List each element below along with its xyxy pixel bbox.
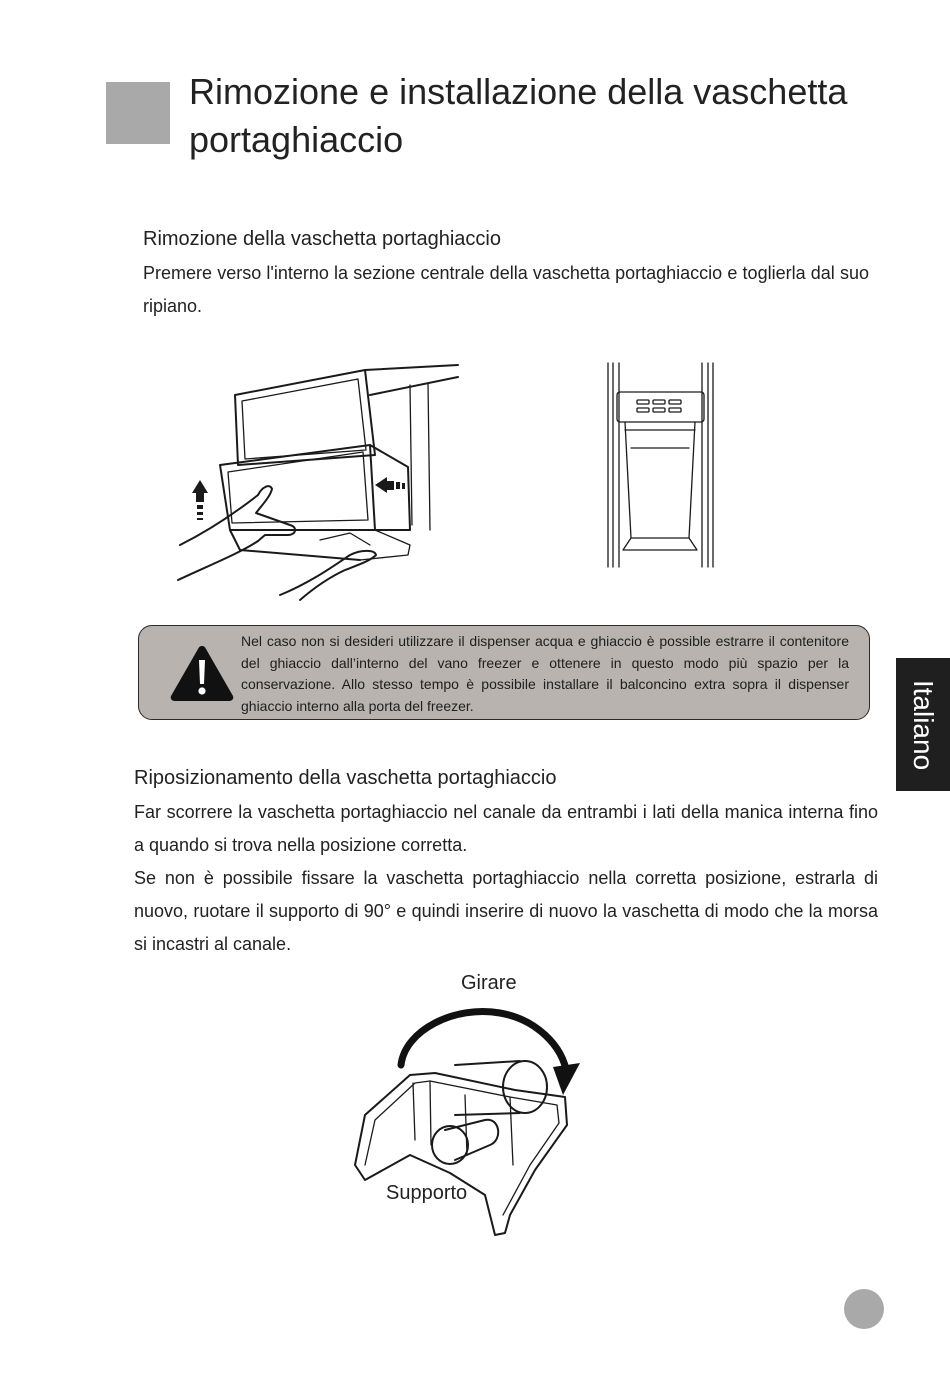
reposition-heading: Riposizionamento della vaschetta portaghiaccio	[134, 767, 557, 789]
reposition-paragraph-2: Se non è possibile fissare la vaschetta portaghiaccio nella corretta posizione, estrarla di nuovo, ruotare il supporto di 90° e quindi inserire di nuovo la vaschetta di modo che la morsa si incastri al canale.	[134, 868, 878, 954]
warning-note	[138, 625, 870, 720]
title-marker	[106, 82, 170, 144]
language-tab	[896, 658, 950, 791]
rotate-label: Girare	[461, 972, 517, 994]
page-number-dot	[844, 1289, 884, 1329]
language-label: Italiano	[908, 679, 939, 770]
reposition-text	[134, 796, 878, 961]
reposition-paragraph-1: Far scorrere la vaschetta portaghiaccio nel canale da entrambi i lati della manica interna fino a quando si trova nella posizione corretta.	[134, 802, 878, 855]
warning-triangle-icon	[169, 644, 235, 702]
page-title: Rimozione e installazione della vaschetta portaghiaccio	[189, 71, 848, 160]
freezer-door-illustration	[605, 360, 720, 570]
removal-paragraph: Premere verso l'interno la sezione centrale della vaschetta portaghiaccio e toglierla dal suo ripiano.	[143, 263, 869, 316]
warning-text: Nel caso non si desideri utilizzare il dispenser acqua e ghiaccio è possible estrarre il contenitore del ghiaccio dall’interno del vano freezer e ottenere in questo modo più spazio per la conservazione. Allo stesso tempo è possibile installare il balconcino extra sopra il dispenser ghiaccio interno alla porta del freezer.	[241, 633, 849, 714]
removal-heading: Rimozione della vaschetta portaghiaccio	[143, 228, 501, 250]
removal-text	[143, 257, 869, 323]
ice-tray-removal-illustration	[170, 355, 470, 600]
support-label: Supporto	[386, 1182, 468, 1204]
